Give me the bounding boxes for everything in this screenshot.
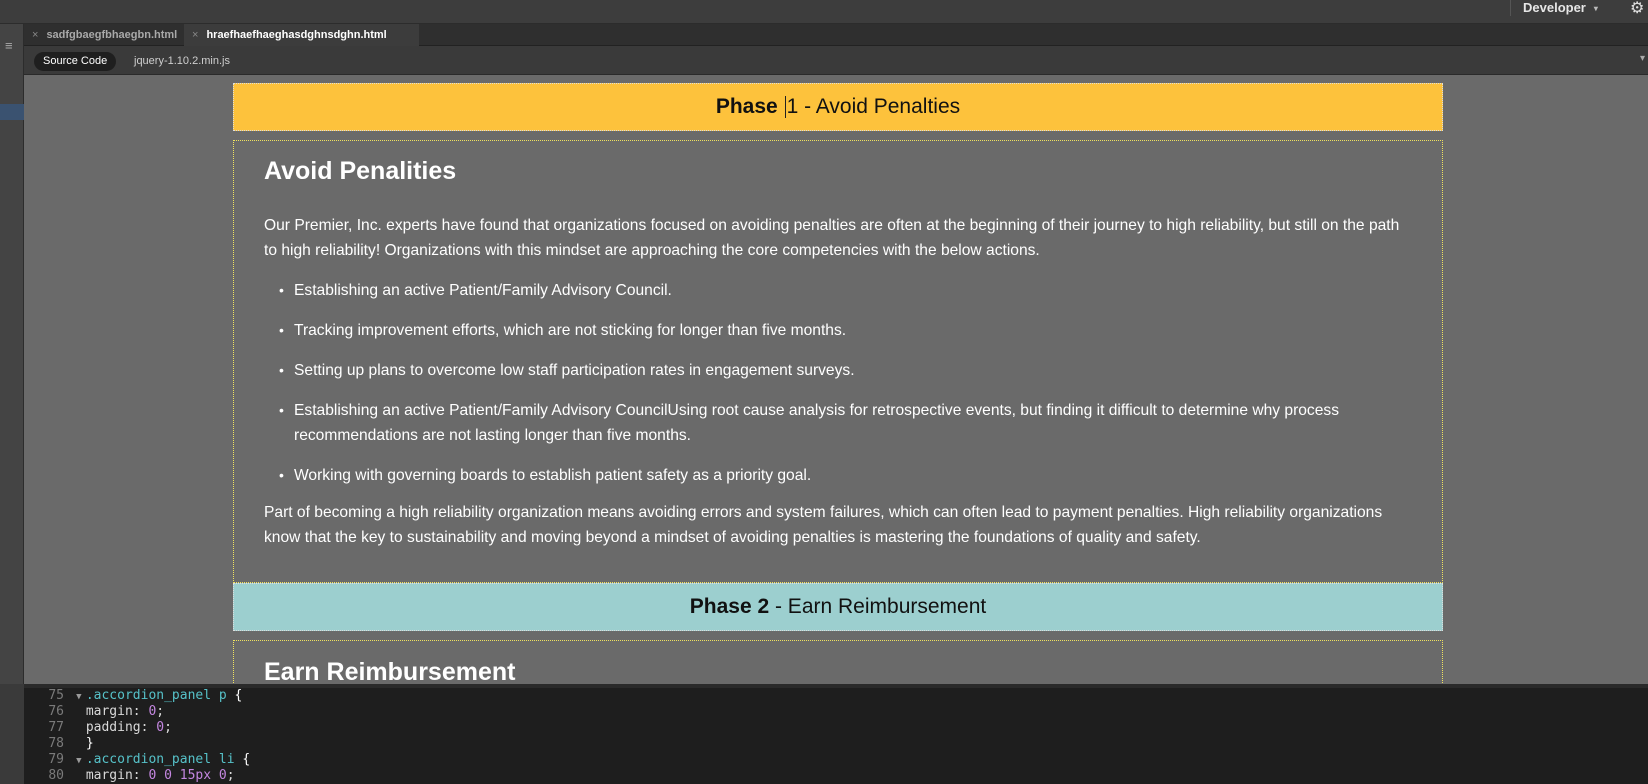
document-tab-bar xyxy=(24,24,1648,46)
phase-1-panel xyxy=(233,140,1443,583)
fold-arrow-icon[interactable]: ▼ xyxy=(76,692,82,702)
related-files-bar xyxy=(24,47,1648,75)
tab-file-1[interactable] xyxy=(24,24,184,46)
accordion-page xyxy=(233,75,1443,684)
phase-1-number: 1 xyxy=(786,95,799,118)
left-panel-strip xyxy=(0,24,24,684)
workspace-switcher[interactable] xyxy=(1510,0,1598,16)
panel-title: Earn Reimbursement xyxy=(264,658,516,684)
gear-icon[interactable]: ⚙ xyxy=(1630,0,1645,17)
list-item: • Establishing an active Patient/Family Advisory CouncilUsing root cause analysis for retrospective events, but finding it difficult to determine why process recommendations are not lasting longer than five months. xyxy=(264,398,1412,448)
code-line xyxy=(24,768,1648,784)
phase-2-label: Phase 2 xyxy=(689,595,770,618)
list-item: • Setting up plans to overcome low staff participation rates in engagement surveys. xyxy=(264,358,1412,383)
css-selector: .accordion_panel xyxy=(85,752,212,767)
code-line xyxy=(24,752,1648,768)
code-line xyxy=(24,704,1648,720)
phase-1-header[interactable] xyxy=(233,83,1443,131)
tab-file-2[interactable] xyxy=(184,24,419,46)
tab-label: sadfgbaegfbhaegbn.html xyxy=(46,29,178,41)
menu-icon[interactable]: ≡ xyxy=(5,38,13,53)
list-item: • Establishing an active Patient/Family Advisory Council. xyxy=(264,278,1412,303)
code-line xyxy=(24,736,1648,752)
chevron-down-icon: ▾ xyxy=(1593,3,1598,13)
css-semicolon: ; xyxy=(164,720,172,735)
css-property: margin: xyxy=(85,704,141,719)
line-number: 77 xyxy=(48,720,64,735)
close-icon[interactable]: × xyxy=(192,29,199,41)
css-brace: } xyxy=(85,736,94,751)
line-number: 78 xyxy=(48,736,64,751)
phase-1-subtitle: - Avoid Penalties xyxy=(804,95,961,118)
css-value: 0 xyxy=(156,720,165,735)
filter-dropdown-icon[interactable]: ▾ xyxy=(1640,53,1646,64)
closing-paragraph: Part of becoming a high reliability organization means avoiding errors and system failures, which can often lead to payment penalties. High reliability organizations know that the key to sustainability and moving beyond a mindset of avoiding penalties is mastering the foundations of quality and safety. xyxy=(264,504,1383,546)
line-number: 75 xyxy=(48,688,64,703)
code-view[interactable] xyxy=(24,684,1648,784)
css-property: padding: xyxy=(85,720,149,735)
code-line xyxy=(24,720,1648,736)
design-view xyxy=(24,75,1648,684)
workspace-label: Developer xyxy=(1523,0,1586,15)
css-semicolon: ; xyxy=(156,704,165,719)
tab-label: hraefhaefhaeghasdghnsdghn.html xyxy=(206,29,387,41)
code-line xyxy=(24,688,1648,704)
panel-indicator[interactable] xyxy=(0,104,24,120)
phase-2-header[interactable] xyxy=(233,583,1443,631)
panel-title: Avoid Penalities xyxy=(264,157,457,185)
phase-1-label: Phase xyxy=(715,95,778,118)
css-selector: .accordion_panel xyxy=(85,688,212,703)
intro-paragraph: Our Premier, Inc. experts have found that organizations focused on avoiding penalties are often at the beginning of their journey to high reliability, but still on the path to high reliability! Organizations with this mindset are approaching the core competencies with the below actions. xyxy=(264,217,1400,259)
text-cursor xyxy=(785,96,786,118)
list-item: • Tracking improvement efforts, which are not sticking for longer than five months. xyxy=(264,318,1412,343)
css-tag: li xyxy=(218,752,235,767)
phase-2-subtitle: - Earn Reimbursement xyxy=(774,595,987,618)
css-value: 0 xyxy=(148,704,157,719)
application-bar xyxy=(0,0,1648,24)
line-number: 80 xyxy=(48,768,64,783)
css-value: 0 0 15px 0 xyxy=(148,768,227,783)
actions-list xyxy=(264,278,1412,488)
css-property: margin: xyxy=(85,768,141,783)
fold-arrow-icon[interactable]: ▼ xyxy=(76,756,82,766)
close-icon[interactable]: × xyxy=(32,29,39,41)
css-tag: p xyxy=(218,688,227,703)
line-number: 79 xyxy=(48,752,64,767)
css-brace: { xyxy=(226,688,243,703)
list-item: • Working with governing boards to establish patient safety as a priority goal. xyxy=(264,463,1412,488)
line-number: 76 xyxy=(48,704,64,719)
related-file-jquery[interactable]: jquery-1.10.2.min.js xyxy=(134,55,230,67)
css-semicolon: ; xyxy=(226,768,235,783)
source-code-button[interactable]: Source Code xyxy=(34,52,116,71)
phase-2-panel xyxy=(233,640,1443,684)
css-brace: { xyxy=(234,752,251,767)
